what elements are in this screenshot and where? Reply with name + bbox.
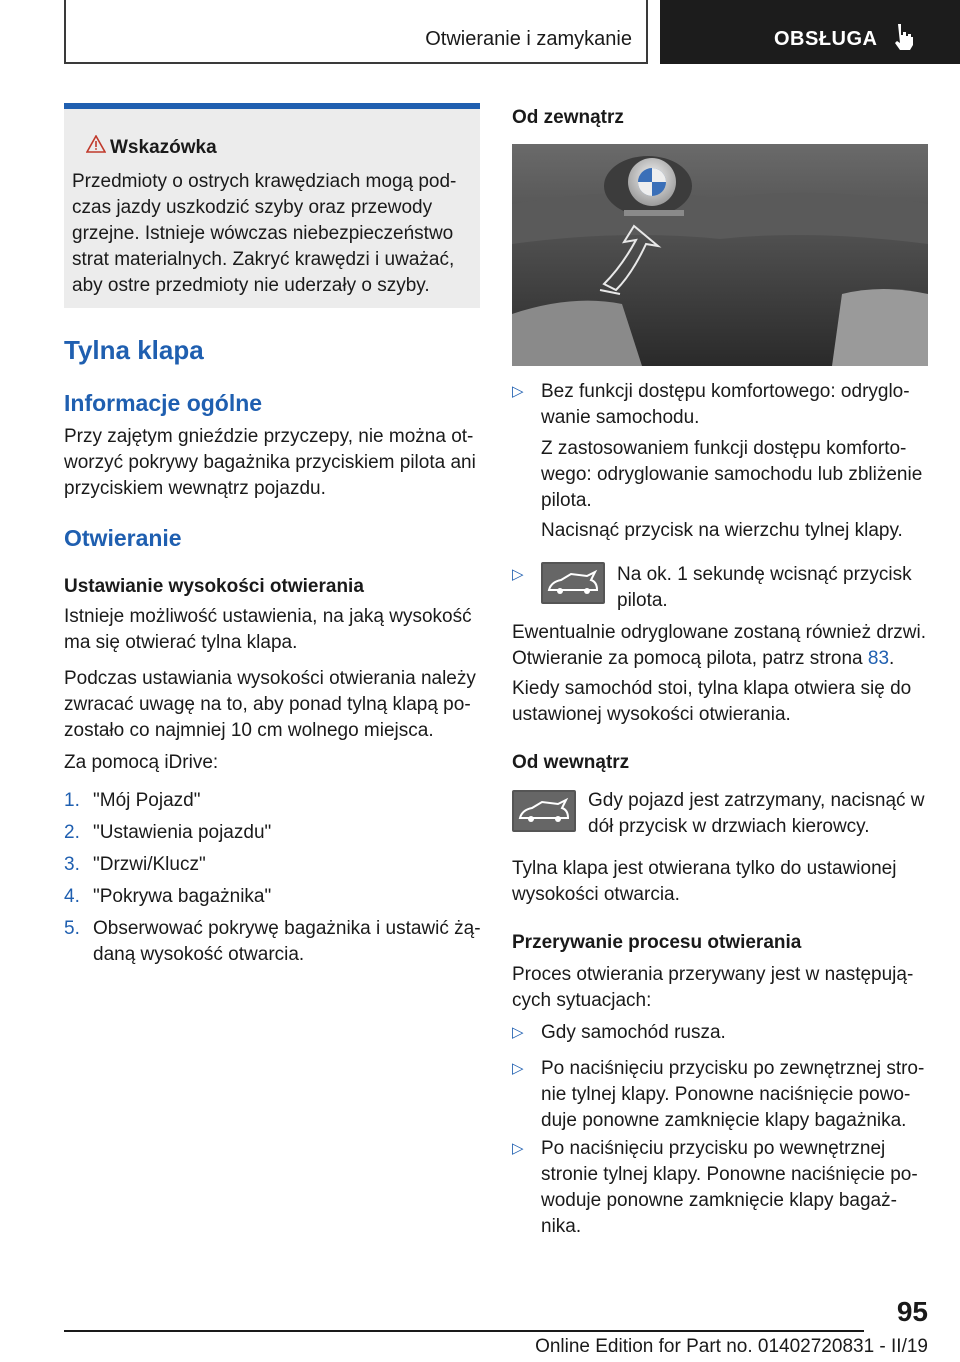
step-item (64, 852, 480, 878)
inside-note: Tylna klapa jest otwierana tylko do ustawionej wysokości otwarcia. (512, 858, 897, 905)
heading-interrupt-opening: Przerywanie procesu otwierania (512, 932, 802, 953)
idrive-intro: Za pomocą iDrive: (64, 752, 219, 773)
step-item (64, 884, 480, 910)
warning-text: Przedmioty o ostrych krawędziach mogą pod-czas jazdy uszkodzić szyby oraz przewody grzejne. Istnieje wówczas niebezpieczeństwo strat materialnych. Zakryć krawędzi i uważać, aby ostre przedmioty nie uderzały o szyby. (72, 171, 457, 296)
bullet-triangle-icon: ▷ (512, 383, 524, 400)
step-text: "Pokrywa bagażnika" (93, 886, 272, 907)
heading-from-outside: Od zewnątrz (512, 107, 624, 128)
step-number: 1. (64, 790, 80, 811)
warning-title: Wskazówka (110, 137, 217, 158)
bullet-triangle-icon: ▷ (512, 1060, 524, 1077)
stationary-text: Kiedy samochód stoi, tylna klapa otwiera się do ustawionej wysokości otwierania. (512, 678, 912, 725)
step-item (64, 820, 480, 846)
doors-unlock-text (512, 620, 928, 672)
bullet-triangle-icon: ▷ (512, 1024, 524, 1041)
list-item-text: Bez funkcji dostępu komfortowego: odryglo-wanie samochodu. (541, 381, 910, 428)
general-info-text: Przy zajętym gnieździe przyczepy, nie można ot-worzyć pokrywy bagażnika przyciskiem pilota ani przyciskiem wewnątrz pojazdu. (64, 426, 476, 499)
driver-door-button-icon (512, 790, 576, 832)
heading-opening-height: Ustawianie wysokości otwierania (64, 576, 364, 597)
heading-from-inside: Od wewnątrz (512, 752, 630, 773)
step-item (64, 788, 480, 814)
step-text: Obserwować pokrywę bagażnika i ustawić żą-daną wysokość otwarcia. (93, 918, 481, 965)
opening-height-text-2: Podczas ustawiania wysokości otwierania należy zwracać uwagę na to, aby ponad tylną klapą po-zostało co najmniej 10 cm wolnego miejsca. (64, 668, 476, 741)
step-item (64, 916, 480, 968)
list-item (512, 1136, 928, 1240)
bullet-triangle-icon: ▷ (512, 566, 524, 583)
heading-opening: Otwieranie (64, 525, 182, 551)
step-number: 4. (64, 886, 80, 907)
header-chapter-label: OBSŁUGA (774, 28, 878, 50)
doors-unlock-text-end: . (889, 648, 895, 669)
header-section-title: Otwieranie i zamykanie (425, 28, 632, 50)
page-reference-link[interactable]: 83 (867, 648, 890, 669)
step-number: 2. (64, 822, 80, 843)
header-section-box (64, 0, 648, 64)
bullet-triangle-icon: ▷ (512, 1140, 524, 1157)
warning-box (64, 103, 480, 308)
header-chapter-box (660, 0, 960, 64)
remote-hold-text: Na ok. 1 sekundę wcisnąć przycisk pilota. (617, 564, 912, 611)
doors-unlock-text-start: Ewentualnie odryglowane zostaną również drzwi. Otwieranie za pomocą pilota, patrz strona (512, 622, 927, 669)
hand-pointer-icon (892, 22, 916, 50)
footer-divider (64, 1330, 864, 1332)
step-text: "Mój Pojazd" (93, 790, 201, 811)
heading-general-info: Informacje ogólne (64, 390, 263, 416)
step-number: 3. (64, 854, 80, 875)
list-item-text: Po naciśnięciu przycisku po wewnętrznej stronie tylnej klapy. Ponowne naciśnięcie po-woduje ponowne zamknięcie klapy bagaż-nika. (541, 1138, 918, 1237)
footer-edition: Online Edition for Part no. 01402720831 - II/19 (535, 1336, 928, 1357)
interrupt-intro: Proces otwierania przerywany jest w następują-cych sytuacjach: (512, 964, 914, 1011)
tailgate-photo-illustration (512, 144, 928, 366)
opening-height-text-1: Istnieje możliwość ustawienia, na jaką wysokość ma się otwierać tylna klapa. (64, 606, 472, 653)
list-item (512, 1020, 928, 1046)
tailgate-button-photo (512, 144, 928, 366)
list-item-text: Z zastosowaniem funkcji dostępu komforto-wego: odryglowanie samochodu lub zbliżenie pilota. (541, 438, 923, 511)
list-item-text: Gdy samochód rusza. (541, 1022, 726, 1043)
list-item (512, 379, 928, 431)
list-item-text: Nacisnąć przycisk na wierzchu tylnej klapy. (541, 520, 903, 541)
step-text: "Ustawienia pojazdu" (93, 822, 272, 843)
inside-button-text: Gdy pojazd jest zatrzymany, nacisnąć w dół przycisk w drzwiach kierowcy. (588, 790, 925, 837)
step-number: 5. (64, 918, 80, 939)
page-number: 95 (896, 1296, 928, 1327)
warning-triangle-icon (86, 135, 106, 153)
section-heading-tailgate: Tylna klapa (64, 335, 204, 365)
tailgate-button-icon (541, 562, 605, 604)
step-text: "Drzwi/Klucz" (93, 854, 206, 875)
list-item (512, 1056, 928, 1134)
list-item-text: Po naciśnięciu przycisku po zewnętrznej stro-nie tylnej klapy. Ponowne naciśnięcie powo-duje ponowne zamknięcie klapy bagażnika. (541, 1058, 925, 1131)
